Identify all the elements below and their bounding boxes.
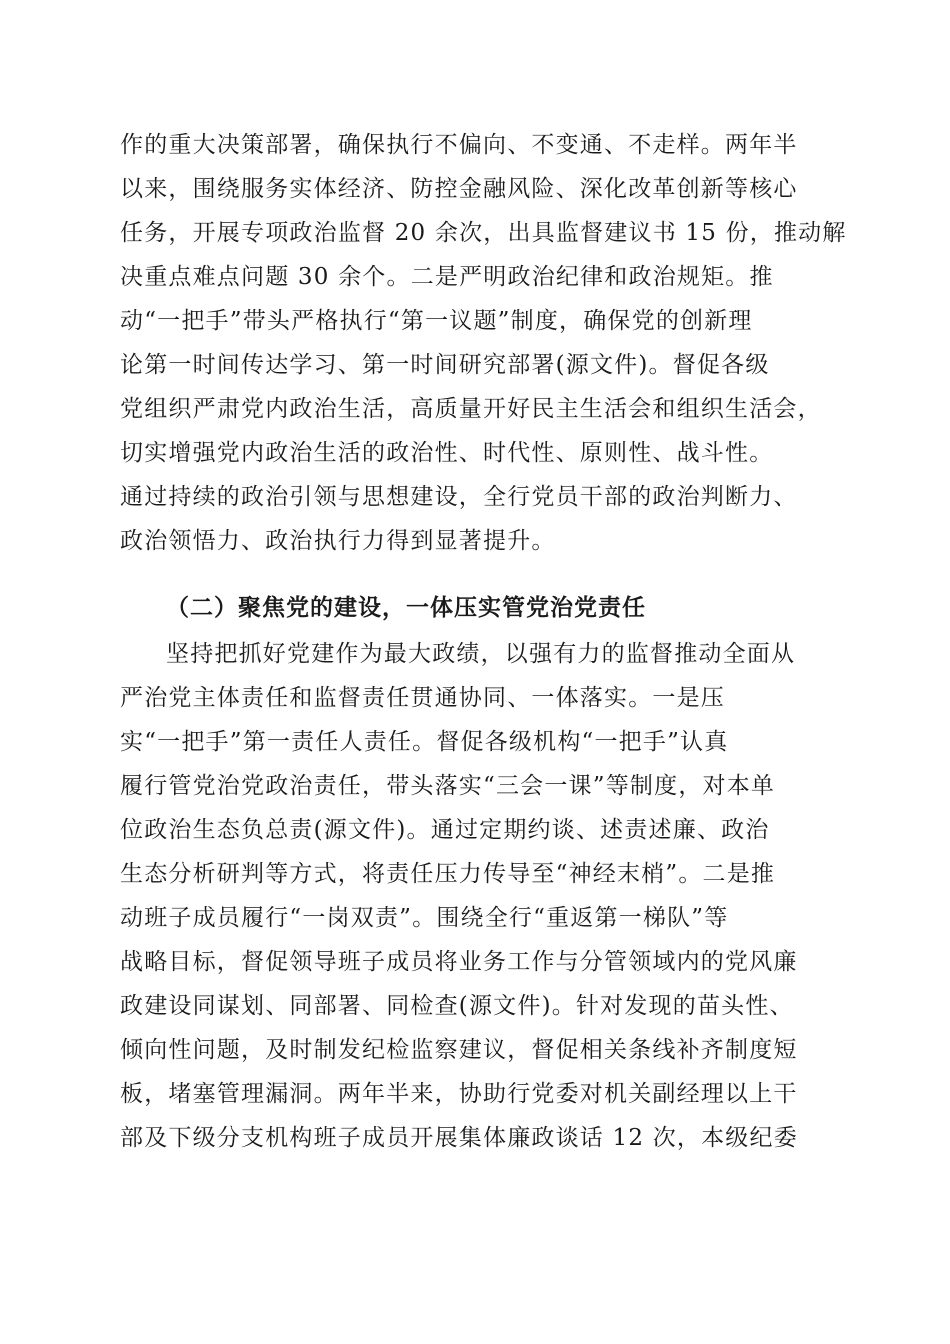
text-line: 任务，开展专项政治监督 20 余次，出具监督建议书 15 份，推动解 — [120, 220, 847, 246]
text-line: 战略目标，督促领导班子成员将业务工作与分管领域内的党风廉 — [120, 949, 798, 975]
paragraph-1 — [120, 123, 847, 563]
text-line: 实“一把手”第一责任人责任。督促各级机构“一把手”认真 — [120, 729, 729, 755]
heading-text: （二）聚焦党的建设，一体压实管党治党责任 — [166, 595, 646, 621]
text-line: 严治党主体责任和监督责任贯通协同、一体落实。一是压 — [120, 685, 725, 711]
text-line: 以来，围绕服务实体经济、防控金融风险、深化改革创新等核心 — [120, 176, 798, 202]
text-line: 论第一时间传达学习、第一时间研究部署(源文件)。督促各级 — [120, 352, 770, 378]
text-line: 倾向性问题，及时制发纪检监察建议，督促相关条线补齐制度短 — [120, 1037, 798, 1063]
text-line: 切实增强党内政治生活的政治性、时代性、原则性、战斗性。 — [120, 440, 774, 466]
text-line: 板，堵塞管理漏洞。两年半来，协助行党委对机关副经理以上干 — [120, 1081, 798, 1107]
text-line: 党组织严肃党内政治生活，高质量开好民主生活会和组织生活会， — [120, 396, 822, 422]
text-line: 坚持把抓好党建作为最大政绩，以强有力的监督推动全面从 — [166, 641, 796, 667]
text-line: 位政治生态负总责(源文件)。通过定期约谈、述责述廉、政治 — [120, 817, 770, 843]
paragraph-2 — [120, 632, 840, 1160]
text-line: 履行管党治党政治责任，带头落实“三会一课”等制度，对本单 — [120, 773, 776, 799]
text-line: 政建设同谋划、同部署、同检查(源文件)。针对发现的苗头性、 — [120, 993, 794, 1019]
text-line: 生态分析研判等方式，将责任压力传导至“神经末梢”。二是推 — [120, 861, 776, 887]
text-line: 部及下级分支机构班子成员开展集体廉政谈话 12 次，本级纪委 — [120, 1125, 798, 1151]
text-line: 动班子成员履行“一岗双责”。围绕全行“重返第一梯队”等 — [120, 905, 729, 931]
text-line: 动“一把手”带头严格执行“第一议题”制度，确保党的创新理 — [120, 308, 753, 334]
text-line: 作的重大决策部署，确保执行不偏向、不变通、不走样。两年半 — [120, 132, 798, 158]
section-heading — [166, 586, 886, 630]
text-line: 政治领悟力、政治执行力得到显著提升。 — [120, 528, 556, 554]
text-line: 决重点难点问题 30 余个。二是严明政治纪律和政治规矩。推 — [120, 264, 774, 290]
text-line: 通过持续的政治引领与思想建设，全行党员干部的政治判断力、 — [120, 484, 798, 510]
